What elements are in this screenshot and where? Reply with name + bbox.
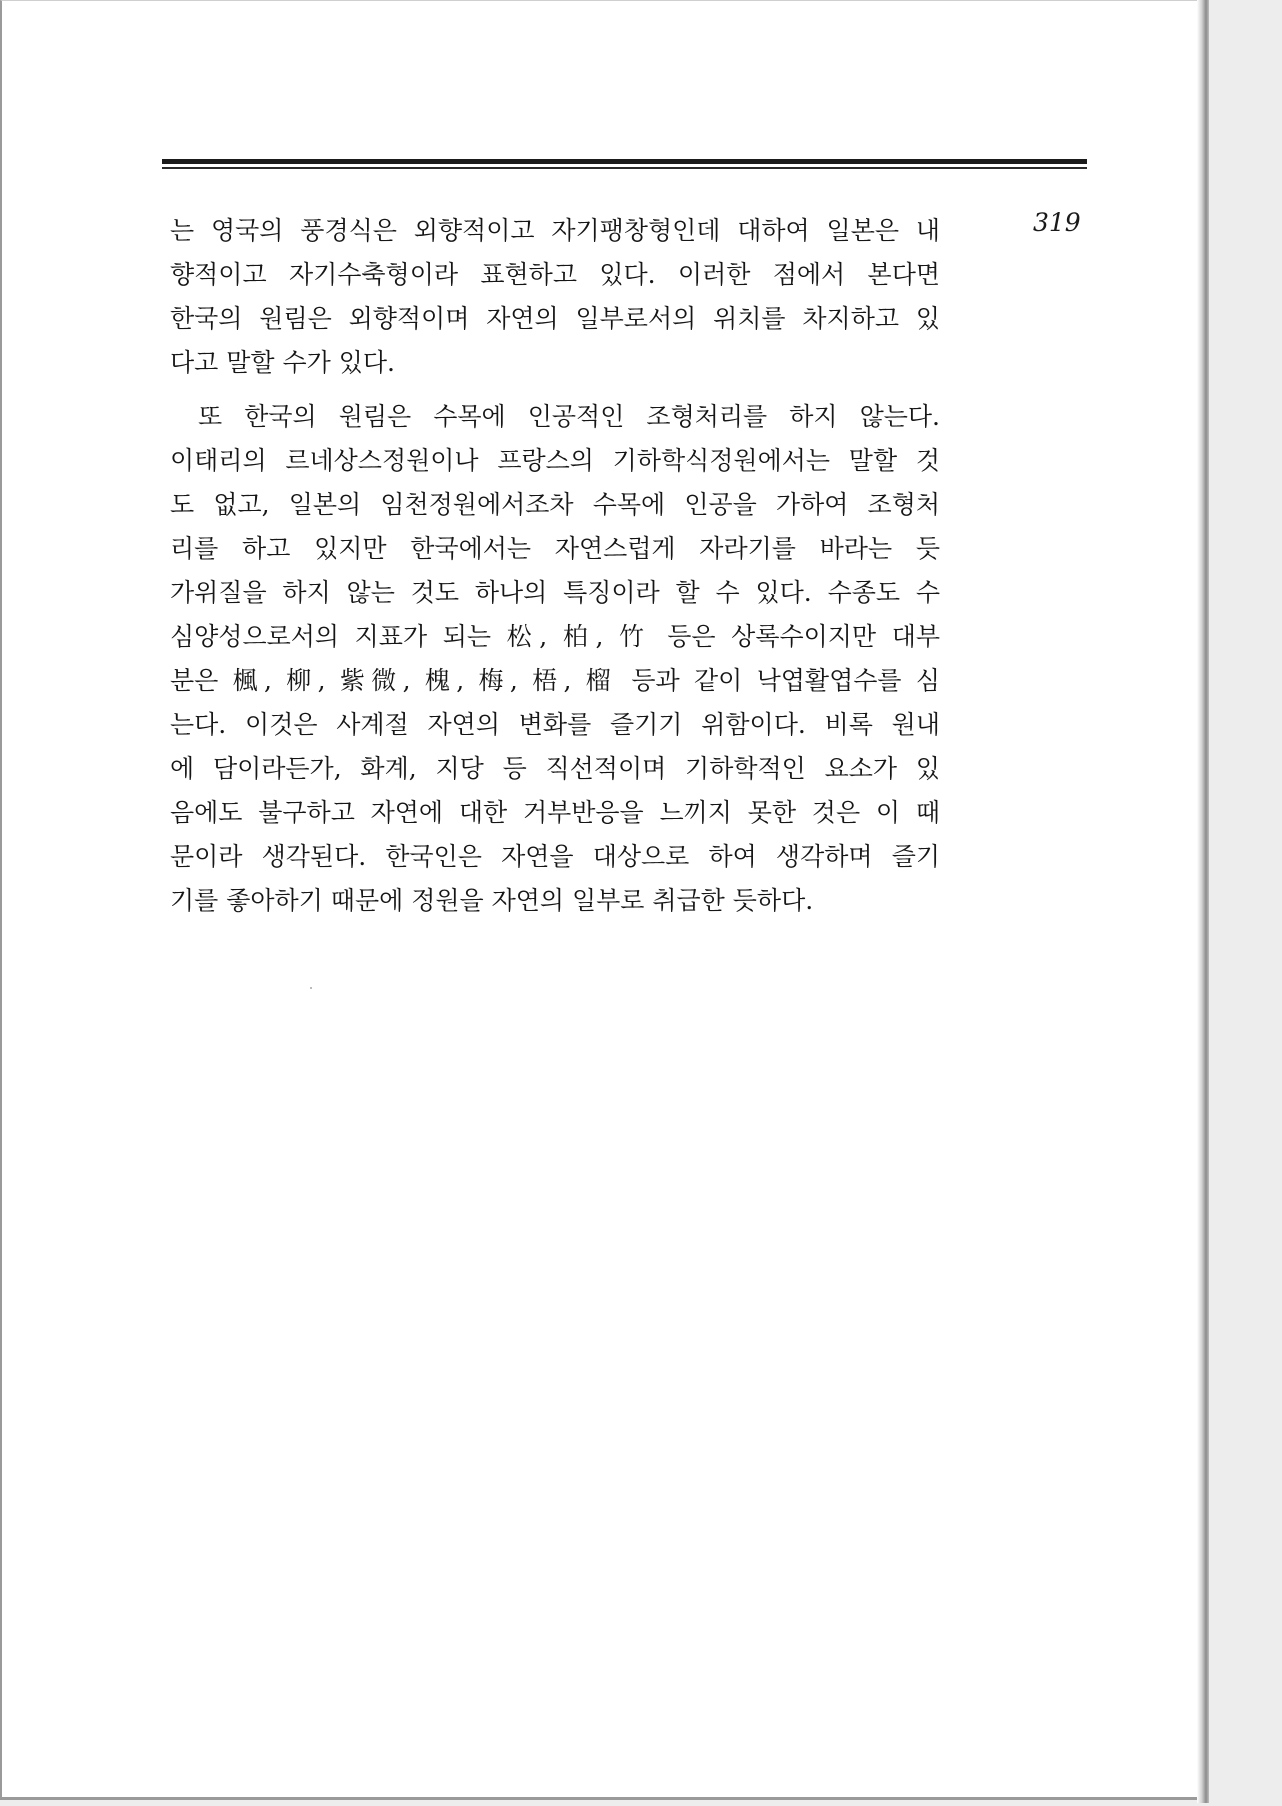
header-double-rule xyxy=(162,159,1087,171)
text-line: 리를 하고 있지만 한국에서는 자연스럽게 자라기를 바라는 듯 xyxy=(170,534,940,563)
text-line: 음에도 불구하고 자연에 대한 거부반응을 느끼지 못한 것은 이 때 xyxy=(170,798,940,827)
text-line: 는 영국의 풍경식은 외향적이고 자기팽창형인데 대하여 일본은 내 xyxy=(170,216,940,245)
page-number: 319 xyxy=(1033,208,1081,237)
scan-speck xyxy=(310,987,312,989)
text-line: 문이라 생각된다. 한국인은 자연을 대상으로 하여 생각하며 즐기 xyxy=(170,842,940,871)
header-rule-thick xyxy=(162,159,1087,164)
text-line: 에 담이라든가, 화계, 지당 등 직선적이며 기하학적인 요소가 있 xyxy=(170,754,940,783)
paragraph-1 xyxy=(170,209,940,385)
text-line: 는다. 이것은 사계절 자연의 변화를 즐기기 위함이다. 비록 원내 xyxy=(170,710,940,739)
text-line: 이태리의 르네상스정원이나 프랑스의 기하학식정원에서는 말할 것 xyxy=(170,446,940,475)
text-line: 또 한국의 원림은 수목에 인공적인 조형처리를 하지 않는다. xyxy=(198,402,940,431)
text-line: 향적이고 자기수축형이라 표현하고 있다. 이러한 점에서 본다면 xyxy=(170,260,940,289)
text-line: 분은 楓, 柳, 紫微, 槐, 梅, 梧, 榴 등과 같이 낙엽활엽수를 심 xyxy=(170,666,940,695)
text-line: 도 없고, 일본의 임천정원에서조차 수목에 인공을 가하여 조형처 xyxy=(170,490,940,519)
body-text xyxy=(170,209,940,923)
text-line: 한국의 원림은 외향적이며 자연의 일부로서의 위치를 차지하고 있 xyxy=(170,304,940,333)
text-line: 심양성으로서의 지표가 되는 松, 柏, 竹 등은 상록수이지만 대부 xyxy=(170,622,940,651)
text-line: 가위질을 하지 않는 것도 하나의 특징이라 할 수 있다. 수종도 수 xyxy=(170,578,940,607)
page-edge-shadow xyxy=(1197,0,1209,1803)
text-line: 기를 좋아하기 때문에 정원을 자연의 일부로 취급한 듯하다. xyxy=(170,886,814,915)
text-line: 다고 말할 수가 있다. xyxy=(170,348,395,377)
header-rule-thin xyxy=(162,167,1087,169)
paragraph-2 xyxy=(170,395,940,923)
